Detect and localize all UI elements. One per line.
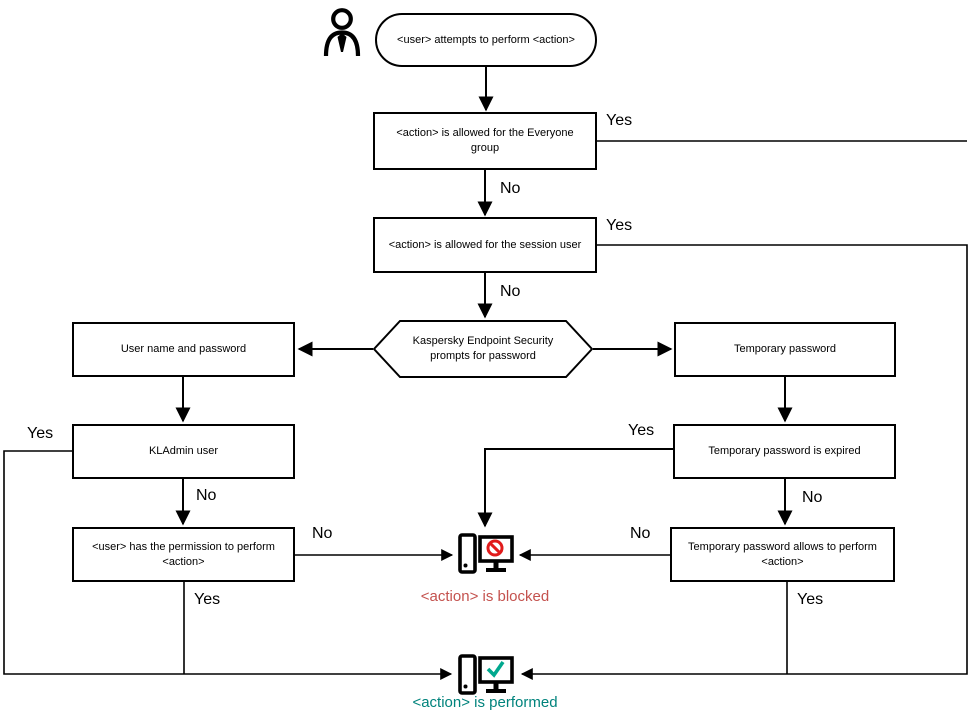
node-everyone-group-label: <action> is allowed for the Everyone group [396,127,574,154]
node-temp-password [674,322,896,377]
computer-blocked-icon [457,532,515,576]
label-permission-yes: Yes [194,591,221,608]
user-icon [321,6,363,58]
node-kladmin-label: KLAdmin user [148,445,219,458]
node-session-user-label: <action> is allowed for the session user [388,238,582,251]
node-start-label: <user> attempts to perform <action> [397,33,575,46]
label-permission-no: No [312,525,333,542]
node-prompt-password-label: Kaspersky Endpoint Security prompts for password [412,335,554,362]
node-temp-expired-label: Temporary password is expired [708,445,861,458]
label-everyone-yes: Yes [606,112,633,129]
computer-performed-icon [457,653,515,697]
node-prompt-password [373,320,593,378]
performed-status-text: <action> is performed [412,694,558,711]
blocked-status-text: <action> is blocked [420,588,550,605]
label-allows-yes: Yes [797,591,824,608]
node-kladmin [72,424,295,479]
node-temp-expired [673,424,896,479]
label-allows-no: No [630,525,651,542]
node-everyone-group [373,112,597,170]
label-session-yes: Yes [606,217,633,234]
label-expired-yes: Yes [628,422,655,439]
label-everyone-no: No [500,180,521,197]
label-expired-no: No [802,489,823,506]
node-temp-password-label: Temporary password [733,343,837,356]
node-temp-allows [670,527,895,582]
node-user-password-label: User name and password [120,343,247,356]
node-permission [72,527,295,582]
node-start [375,13,597,67]
node-user-password [72,322,295,377]
label-session-no: No [500,283,521,300]
label-kladmin-no: No [196,487,217,504]
label-kladmin-yes: Yes [27,425,54,442]
edge-expired-yes-blocked [485,449,673,526]
node-session-user [373,217,597,273]
node-temp-allows-label: Temporary password allows to perform <action> [688,540,877,568]
node-permission-label: <user> has the permission to perform <action> [92,540,275,568]
